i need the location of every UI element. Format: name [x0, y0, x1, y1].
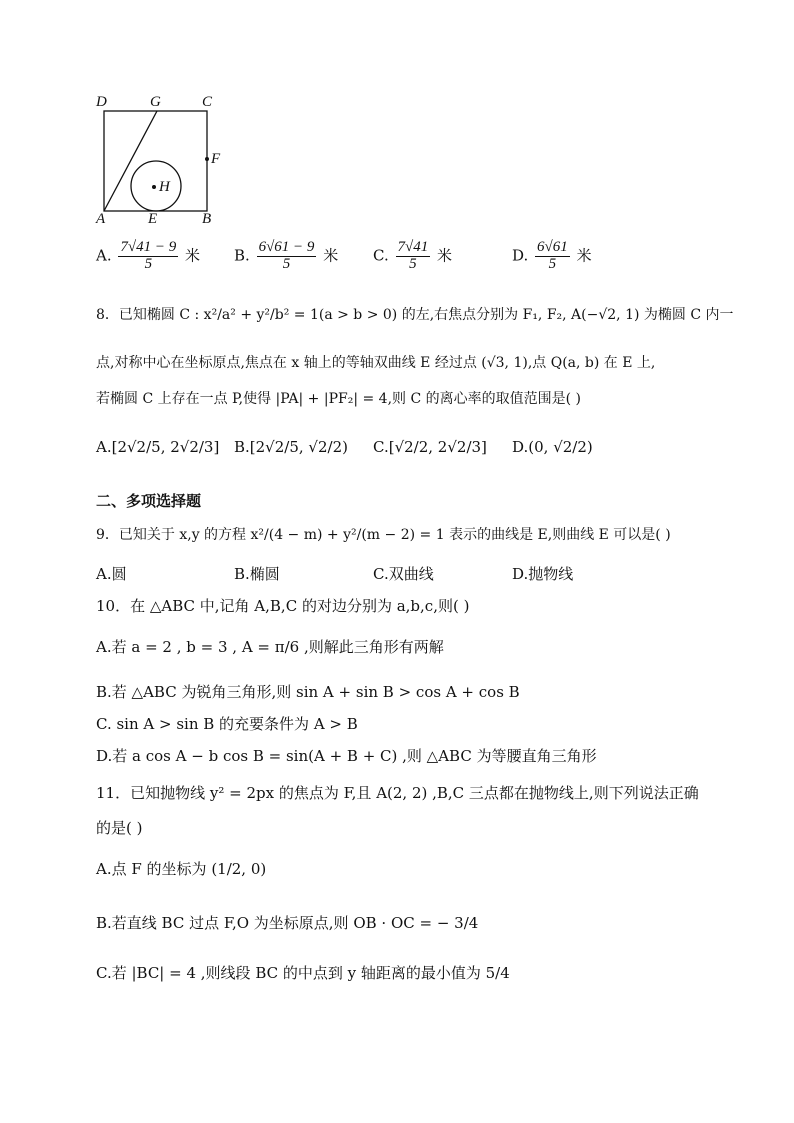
q10-option-d[interactable]: D.若 a cos A − b cos B = sin(A + B + C) ,则 △ABC 为等腰直角三角形: [96, 747, 597, 765]
option-fraction: $\frac{7√41 - 9}{5}$: [120, 239, 177, 272]
label-F: F: [211, 151, 221, 167]
point-H: [152, 185, 156, 189]
q8-line-2: 点,对称中心在坐标原点,焦点在 x 轴上的等轴双曲线 E 经过点 (√3, 1),点 Q(a, b) 在 E 上,: [96, 355, 656, 371]
q7-option-b[interactable]: [234, 240, 338, 273]
q11-option-a[interactable]: A.点 F 的坐标为 (1/2, 0): [96, 860, 267, 878]
segment-AG: [104, 111, 157, 211]
option-fraction: $\frac{6√61 - 9}{5}$: [258, 239, 315, 272]
q10-line-1: 10．在 △ABC 中,记角 A,B,C 的对边分别为 a,b,c,则( ): [96, 597, 470, 615]
q8-option-c[interactable]: C.[√2/2, 2√2/3]: [373, 438, 487, 456]
label-B: B: [202, 211, 212, 227]
label-H: H: [159, 179, 170, 195]
q8-option-d[interactable]: D.(0, √2/2): [512, 438, 593, 456]
option-prefix: B.: [234, 246, 250, 265]
q7-option-d[interactable]: [512, 240, 592, 273]
option-prefix: C.: [373, 246, 389, 265]
label-D: D: [96, 94, 107, 110]
label-A: A: [96, 211, 106, 227]
q9-option-b[interactable]: B.椭圆: [234, 565, 280, 583]
label-C: C: [202, 94, 213, 110]
q7-option-c[interactable]: [373, 240, 452, 273]
q9-line-1: 9．已知关于 x,y 的方程 x²/(4 − m) + y²/(m − 2) = 1 表示的曲线是 E,则曲线 E 可以是( ): [96, 527, 671, 543]
q10-option-a[interactable]: A.若 a = 2 , b = 3 , A = π/6 ,则解此三角形有两解: [96, 638, 444, 656]
option-prefix: D.: [512, 246, 529, 265]
q11-line-1: 11．已知抛物线 y² = 2px 的焦点为 F,且 A(2, 2) ,B,C 三点都在抛物线上,则下列说法正确: [96, 784, 699, 802]
option-fraction: $\frac{6√61}{5}$: [537, 239, 568, 272]
q9-option-c[interactable]: C.双曲线: [373, 565, 434, 583]
q8-line-3: 若椭圆 C 上存在一点 P,使得 |PA| + |PF₂| = 4,则 C 的离心率的取值范围是( ): [96, 391, 582, 407]
option-unit: 米: [185, 246, 201, 265]
option-fraction: $\frac{7√41}{5}$: [397, 239, 429, 272]
q10-option-c[interactable]: C. sin A > sin B 的充要条件为 A > B: [96, 715, 358, 733]
point-F: [205, 157, 209, 161]
option-unit: 米: [437, 246, 453, 265]
square-figure-svg: [0, 0, 794, 240]
q7-option-a[interactable]: [96, 240, 200, 273]
section-heading: 二、多项选择题: [96, 492, 202, 510]
q11-option-b[interactable]: B.若直线 BC 过点 F,O 为坐标原点,则 OB · OC = − 3/4: [96, 914, 479, 932]
option-unit: 米: [576, 246, 592, 265]
q10-option-b[interactable]: B.若 △ABC 为锐角三角形,则 sin A + sin B > cos A + cos B: [96, 683, 520, 701]
q8-option-a[interactable]: A.[2√2/5, 2√2/3]: [96, 438, 220, 456]
label-E: E: [148, 211, 158, 227]
q9-option-a[interactable]: A.圆: [96, 565, 127, 583]
option-prefix: A.: [96, 246, 112, 265]
q8-option-b[interactable]: B.[2√2/5, √2/2): [234, 438, 348, 456]
q11-option-c[interactable]: C.若 |BC| = 4 ,则线段 BC 的中点到 y 轴距离的最小值为 5/4: [96, 964, 510, 982]
q11-line-2: 的是( ): [96, 819, 143, 837]
label-G: G: [150, 94, 161, 110]
option-unit: 米: [323, 246, 339, 265]
circle-H: [131, 161, 181, 211]
q9-option-d[interactable]: D.抛物线: [512, 565, 574, 583]
q8-line-1: 8．已知椭圆 C : x²/a² + y²/b² = 1(a > b > 0) 的左,右焦点分别为 F₁, F₂, A(−√2, 1) 为椭圆 C 内一: [96, 307, 734, 323]
